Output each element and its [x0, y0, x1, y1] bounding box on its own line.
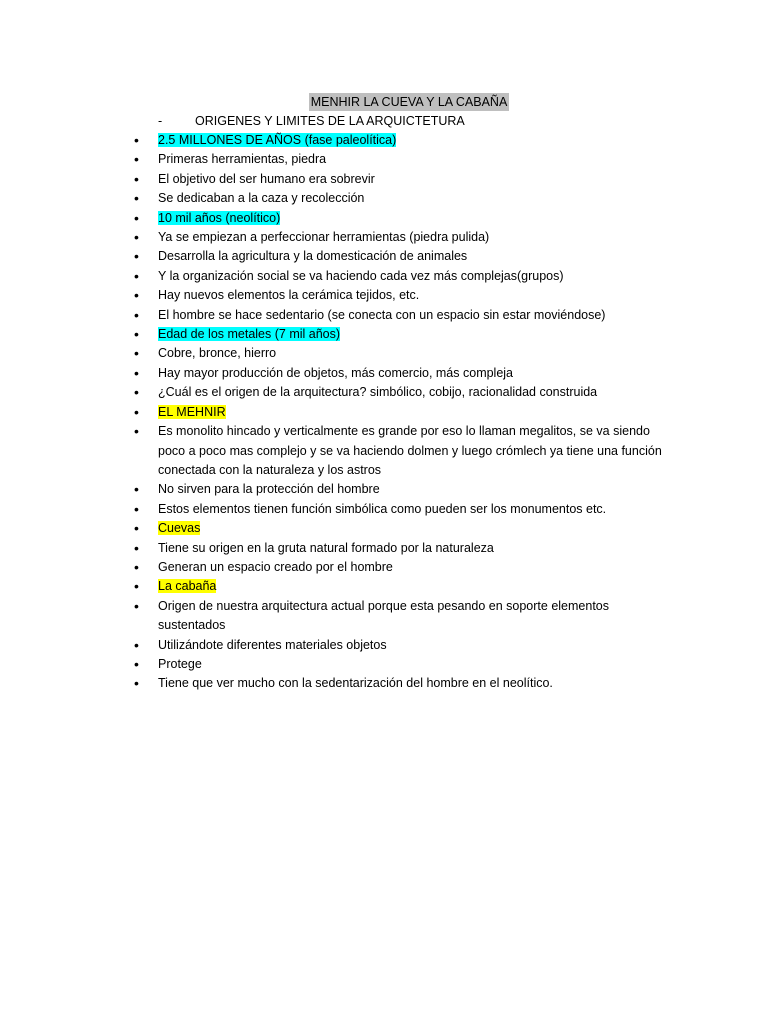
subtitle-dash: - [158, 114, 163, 128]
list-item-text: Origen de nuestra arquitectura actual porque esta pesando en soporte elementos sustentados [158, 598, 609, 633]
list-item [132, 422, 672, 480]
list-item [132, 383, 672, 402]
list-item [132, 247, 672, 266]
list-item-text: Es monolito hincado y verticalmente es grande por eso lo llaman megalitos, se va siendo poco a poco mas complejo y se va haciendo dolmen y luego crómlech ya tiene una función conectada con la naturaleza y los astros [158, 424, 662, 477]
bullet-icon: • [134, 248, 139, 265]
bullet-icon: • [134, 578, 139, 595]
bullet-icon: • [134, 170, 139, 187]
bullet-icon: • [134, 481, 139, 498]
list-item-text: Desarrolla la agricultura y la domesticación de animales [158, 249, 468, 264]
list-item [132, 558, 672, 577]
bullet-icon: • [134, 423, 139, 440]
list-item [132, 228, 672, 247]
list-item [132, 655, 672, 674]
list-item-text: El hombre se hace sedentario (se conecta con un espacio sin estar moviéndose) [158, 307, 606, 322]
list-item-text: Cuevas [158, 521, 201, 536]
list-item-text: El objetivo del ser humano era sobrevir [158, 171, 375, 186]
list-item-text: Edad de los metales (7 mil años) [158, 327, 341, 342]
list-item-text: 10 mil años (neolítico) [158, 210, 281, 225]
list-item-text: ¿Cuál es el origen de la arquitectura? simbólico, cobijo, racionalidad construida [158, 385, 598, 400]
bullet-icon: • [134, 326, 139, 343]
bullet-icon: • [134, 384, 139, 401]
bullet-icon: • [134, 636, 139, 653]
list-item [132, 577, 672, 596]
bullet-icon: • [134, 345, 139, 362]
list-item [132, 636, 672, 655]
list-item [132, 519, 672, 538]
list-item-text: Utilizándote diferentes materiales objetos [158, 637, 387, 652]
list-item [132, 325, 672, 344]
list-item-text: Ya se empiezan a perfeccionar herramientas (piedra pulida) [158, 230, 490, 245]
subtitle-text: ORIGENES Y LIMITES DE LA ARQUICTETURA [195, 114, 465, 128]
list-item [132, 306, 672, 325]
bullet-list [132, 131, 672, 694]
bullet-icon: • [134, 287, 139, 304]
bullet-icon: • [134, 190, 139, 207]
list-item-text: 2.5 MILLONES DE AÑOS (fase paleolítica) [158, 133, 397, 147]
list-item-text: Cobre, bronce, hierro [158, 346, 277, 361]
list-item [132, 539, 672, 558]
list-item [132, 170, 672, 189]
list-item-text: Hay nuevos elementos la cerámica tejidos, etc. [158, 288, 420, 303]
list-item [132, 209, 672, 228]
bullet-icon: • [134, 267, 139, 284]
list-item [132, 286, 672, 305]
list-item-text: Primeras herramientas, piedra [158, 152, 327, 167]
list-item-text: EL MEHNIR [158, 404, 226, 419]
page-title: MENHIR LA CUEVA Y LA CABAÑA [310, 95, 508, 109]
list-item-text: No sirven para la protección del hombre [158, 482, 380, 497]
bullet-icon: • [134, 675, 139, 692]
list-item-text: Tiene su origen en la gruta natural formado por la naturaleza [158, 540, 494, 555]
list-item [132, 150, 672, 169]
list-item-text: Generan un espacio creado por el hombre [158, 559, 393, 574]
list-item-text: Protege [158, 656, 202, 671]
bullet-icon: • [134, 151, 139, 168]
bullet-icon: • [134, 132, 139, 148]
list-item [132, 344, 672, 363]
bullet-icon: • [134, 229, 139, 246]
title-container [0, 93, 768, 111]
list-item-text: Y la organización social se va haciendo cada vez más complejas(grupos) [158, 268, 564, 283]
list-item [132, 500, 672, 519]
list-item [132, 597, 672, 636]
list-item [132, 674, 672, 693]
bullet-icon: • [134, 364, 139, 381]
list-item [132, 189, 672, 208]
list-item [132, 480, 672, 499]
bullet-icon: • [134, 403, 139, 420]
list-item-text: La cabaña [158, 579, 217, 594]
list-item [132, 364, 672, 383]
list-item [132, 267, 672, 286]
list-item [132, 403, 672, 422]
bullet-icon: • [134, 306, 139, 323]
bullet-icon: • [134, 597, 139, 614]
bullet-icon: • [134, 500, 139, 517]
list-item-text: Estos elementos tienen función simbólica como pueden ser los monumentos etc. [158, 501, 607, 516]
bullet-icon: • [134, 655, 139, 672]
bullet-icon: • [134, 558, 139, 575]
list-item [132, 131, 672, 150]
bullet-icon: • [134, 520, 139, 537]
list-item-text: Tiene que ver mucho con la sedentarización del hombre en el neolítico. [158, 676, 553, 691]
list-item-text: Hay mayor producción de objetos, más comercio, más compleja [158, 365, 514, 380]
list-item-text: Se dedicaban a la caza y recolección [158, 191, 365, 206]
bullet-icon: • [134, 539, 139, 556]
bullet-icon: • [134, 209, 139, 226]
